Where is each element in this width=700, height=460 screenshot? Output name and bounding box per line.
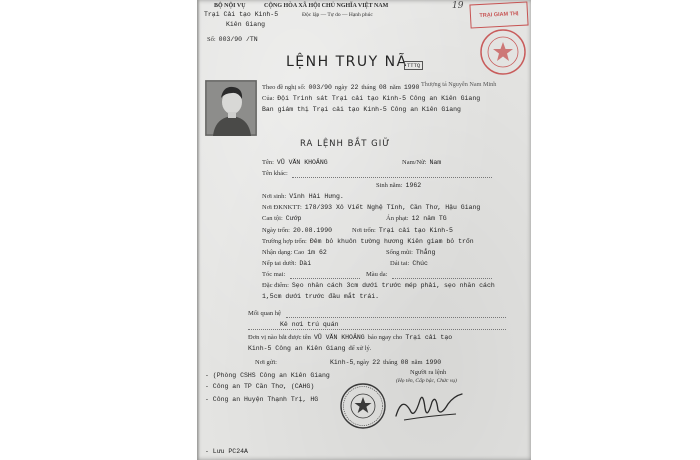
proposal-month: 08 xyxy=(378,84,387,91)
field-escape-date-value: 20.08.1990 xyxy=(292,227,332,234)
field-sentence-value: 12 năm TG xyxy=(411,215,447,222)
field-ear-fold xyxy=(262,260,311,268)
field-name-value: VŨ VĂN KHOẢNG xyxy=(276,159,328,166)
field-earlobe-value: Chúc xyxy=(412,260,428,267)
signer-hint: (Họ tên, Cấp bậc, Chức vụ) xyxy=(396,378,457,384)
field-crime xyxy=(262,215,301,223)
country-name: CỘNG HÒA XÃ HỘI CHỦ NGHĨA VIỆT NAM xyxy=(264,3,389,9)
red-stamp-text: TRẠI GIAM THỊ xyxy=(479,10,519,20)
title-mark: TTTQ xyxy=(404,61,423,70)
field-alias-label: Tên khác: xyxy=(262,170,288,177)
proposal-label: Theo đề nghị số: xyxy=(262,84,306,91)
national-motto: Độc lập — Tự do — Hạnh phúc xyxy=(302,12,373,18)
dotted-line xyxy=(290,278,360,279)
issue-date-line xyxy=(330,359,441,367)
document-number-value: 003/90 /TN xyxy=(218,36,258,43)
field-circumstance-value: Đêm bỏ khuôn tường hương Kiên giam bỏ trốn xyxy=(309,238,474,245)
field-height xyxy=(262,249,327,257)
field-escape-place xyxy=(352,227,453,235)
field-ear-fold-label: Nếp tai dưới: xyxy=(262,260,297,267)
field-nose-label: Sống mũi: xyxy=(386,249,413,256)
field-escape-place-label: Nơi trốn: xyxy=(352,227,376,234)
dotted-line xyxy=(292,177,492,178)
red-round-stamp xyxy=(478,27,528,77)
issue-month: 08 xyxy=(400,359,409,366)
field-residence-label: Nơi ĐKNKTT: xyxy=(262,204,302,211)
field-marks xyxy=(262,282,495,290)
instruction-target1: Trại cải tạo xyxy=(405,334,453,341)
recipient-item: - Công an TP Cần Thơ, (CAHG) xyxy=(205,383,315,390)
document-number-label: Số: xyxy=(207,36,216,43)
field-birthplace-value: Vĩnh Hải Hưng. xyxy=(289,193,344,200)
field-name xyxy=(262,159,328,167)
field-sex-value: Nam xyxy=(429,159,442,166)
field-sex xyxy=(402,159,441,167)
issue-day: 22 xyxy=(372,359,381,366)
portrait-photo xyxy=(205,80,257,136)
field-escape-date xyxy=(262,227,332,235)
proposal-month-label: tháng xyxy=(361,84,376,91)
issue-month-label: tháng xyxy=(383,359,398,366)
field-sentence-label: Án phạt: xyxy=(386,215,409,222)
field-ear-fold-value: Dài xyxy=(299,260,312,267)
field-marks-line1: Sẹo nhăn cách 3cm dưới trước mép phải, sẹo nhăn cách xyxy=(291,282,495,289)
dotted-line xyxy=(286,317,506,318)
proposal-from: Đội Trinh sát Trại cải tạo Kinh-5 Công an Kiên Giang xyxy=(277,95,481,102)
official-title: Thượng tá Nguyễn Nam Minh xyxy=(421,81,497,88)
field-marks-line2: 1,5cm dưới trước đầu mắt trái. xyxy=(262,293,380,300)
issue-place-label: Nơi gửi: xyxy=(255,359,277,366)
field-birth-year-label: Sinh năm: xyxy=(376,182,403,189)
order-subtitle: RA LỆNH BẮT GIỮ xyxy=(300,139,391,149)
field-sideburns-label: Tóc mai: xyxy=(262,271,286,278)
field-birth-year xyxy=(376,182,421,190)
field-residence-value: 178/393 Xô Viết Nghệ Tĩnh, Cần Thơ, Hậu Giang xyxy=(304,204,481,211)
field-sentence xyxy=(386,215,447,223)
handwritten-number: 19 xyxy=(452,1,464,11)
issue-year-label: năm xyxy=(411,359,423,366)
issue-line xyxy=(255,359,277,367)
field-circumstance-label: Trường hợp trốn: xyxy=(262,238,307,245)
recipient-item: - Lưu PC24A xyxy=(205,448,248,455)
field-crime-label: Can tội: xyxy=(262,215,283,222)
field-nose xyxy=(386,249,435,257)
proposal-year-label: năm xyxy=(389,84,401,91)
instruction-line-1 xyxy=(248,334,452,342)
field-relations-label: Mối quan hệ xyxy=(248,310,281,317)
field-earlobe xyxy=(390,260,428,268)
recipient-item: - Công an Huyện Thạnh Trị, HG xyxy=(205,396,319,403)
instruction-lead: Đơn vị nào bắt được tên xyxy=(248,334,311,341)
field-birthplace-label: Nơi sinh: xyxy=(262,193,287,200)
dotted-line xyxy=(392,278,492,279)
issue-place: Kinh-5 xyxy=(330,359,354,366)
proposal-day: 22 xyxy=(350,84,359,91)
issue-year: 1990 xyxy=(425,359,442,366)
signer-title: Người ra lệnh xyxy=(410,369,447,376)
field-relations-value: Kẻ nơi trú quán xyxy=(280,321,339,328)
field-height-label: Nhận dạng: Cao xyxy=(262,249,305,256)
field-nose-value: Thẳng xyxy=(415,249,436,256)
field-name-label: Tên: xyxy=(262,159,274,166)
proposal-line xyxy=(262,84,419,92)
field-height-value: 1m 62 xyxy=(307,249,327,256)
instruction-target2: Kinh-5 Công an Kiên Giang xyxy=(248,345,346,352)
instruction-name: VŨ VĂN KHOẢNG xyxy=(313,334,365,341)
field-earlobe-label: Dái tai: xyxy=(390,260,410,267)
field-marks-label: Đặc điểm: xyxy=(262,282,289,289)
instruction-line-2 xyxy=(248,345,371,353)
proposal-year: 1990 xyxy=(403,84,420,91)
unit-name: Trại Cải tạo Kinh-5 xyxy=(204,11,279,18)
field-circumstance xyxy=(262,238,474,246)
field-birth-year-value: 1962 xyxy=(405,182,422,189)
field-sex-label: Nam/Nữ: xyxy=(402,159,427,166)
page-title: LỆNH TRUY NÃ xyxy=(286,54,408,70)
proposal-day-label: ngày xyxy=(334,84,348,91)
recipient-item: - (Phòng CSHS Công an Kiên Giang xyxy=(205,372,330,379)
instruction-report: báo ngay cho xyxy=(367,334,403,341)
province-name: Kiên Giang xyxy=(226,21,266,28)
field-residence xyxy=(262,204,480,212)
proposal-from-line xyxy=(262,95,480,103)
ministry-name: BỘ NỘI VỤ xyxy=(214,3,246,9)
issuer-line: Ban giám thị Trại cải tạo Kinh-5 Công an Kiên Giang xyxy=(262,106,461,113)
field-birthplace xyxy=(262,193,344,201)
field-escape-place-value: Trại cải tạo Kinh-5 xyxy=(378,227,453,234)
signature xyxy=(392,386,466,428)
proposal-from-label: Của: xyxy=(262,95,275,102)
proposal-number: 003/90 xyxy=(308,84,332,91)
field-escape-date-label: Ngày trốn: xyxy=(262,227,290,234)
issue-day-label: , ngày xyxy=(353,359,370,366)
document-number xyxy=(207,36,258,44)
red-stamp-rect xyxy=(469,1,528,28)
field-crime-value: Cướp xyxy=(285,215,302,222)
instruction-tail: để xử lý. xyxy=(348,345,372,352)
field-skin-label: Màu da: xyxy=(366,271,388,278)
dotted-line xyxy=(248,329,506,330)
official-seal xyxy=(339,382,387,430)
